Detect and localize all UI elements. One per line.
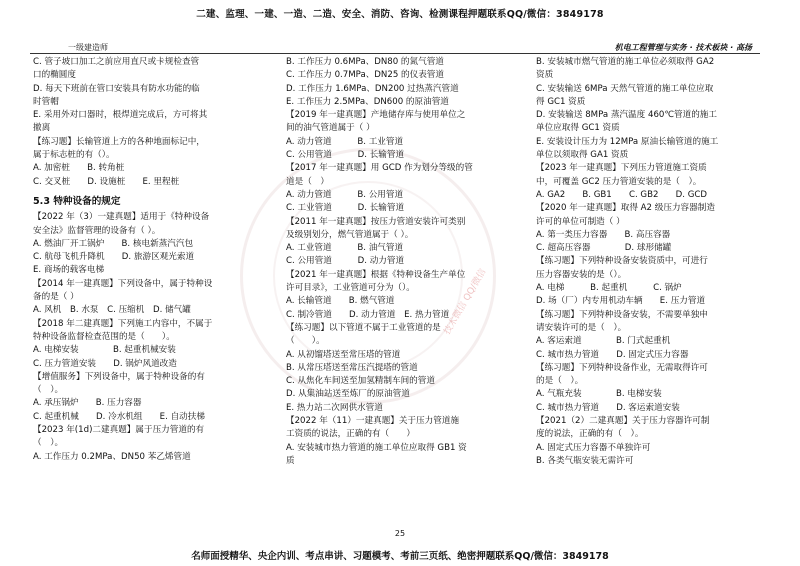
text-line: C. 城市热力管道 D. 固定式压力容器: [536, 349, 689, 360]
text-line: 【练习题】以下管道不属于工业管道的是: [286, 322, 441, 333]
text-line: E. 采用外对口器时，根焊道完成后，方可将其: [33, 110, 208, 121]
text-line: 及级别划分，燃气管道属于（ ）。: [286, 229, 414, 240]
text-line: A. 承压锅炉 B. 压力容器: [33, 398, 142, 409]
text-line: 质: [286, 455, 295, 466]
text-line: A. 从初馏塔送至常压塔的管道: [286, 349, 401, 360]
text-line: （ ）。: [33, 438, 64, 449]
page-number: 25: [394, 529, 406, 538]
top-banner: 二建、监理、一建、一造、二造、安全、消防、咨询、检测课程押题联系QQ/微信：3849178: [196, 9, 604, 20]
text-line: 【练习题】下列特种设备作业，无需取得许可: [536, 362, 708, 373]
text-line: 安全法》监督管理的设备有（ ）。: [33, 225, 161, 236]
text-line: 工资质的说法，正确的有（ ）: [286, 429, 415, 440]
text-line: 得 GC1 资质: [536, 96, 586, 107]
text-line: C. 城市热力管道 D. 客运索道安装: [536, 402, 680, 413]
text-line: C. 公用管道 D. 长输管道: [286, 150, 405, 161]
text-line: D. 场（厂）内专用机动车辆 E. 压力管道: [536, 296, 706, 307]
bottom-banner: 名师面授精华、央企内训、考点串讲、习题模考、考前三页纸、绝密押题联系QQ/微信：3849178: [191, 551, 609, 562]
text-line: E. 安装设计压力为 12MPa 原油长输管道的施工: [536, 136, 719, 147]
header-chapter-title: 机电工程管理与实务 · 技术板块 · 高扬: [614, 43, 752, 52]
text-line: E. 工作压力 2.5MPa、DN600 的原油管道: [286, 96, 449, 107]
text-line: 【练习题】下列特种设备安装，不需要单独申: [536, 309, 708, 320]
text-line: 属于标志桩的有（）。: [33, 150, 115, 161]
text-line: C. 管子坡口加工之前应用直尺或卡规检查管: [33, 57, 200, 67]
text-line: 【增值服务】下列设备中，属于特种设备的有: [33, 371, 205, 382]
text-line: C. 压力管道安装 D. 锅炉风道改造: [33, 358, 177, 369]
text-line: C. 交叉桩 D. 设施桩 E. 里程桩: [33, 176, 180, 187]
text-line: B. 安装城市燃气管道的施工单位必须取得 GA2: [536, 57, 715, 67]
text-line: 许可的单位可制造（ ）: [536, 216, 625, 227]
text-line: A. 动力管道 B. 公用管道: [286, 189, 404, 200]
text-line: 许可目录》，工业管道可分为（）。: [286, 283, 415, 294]
text-line: D. 每天下班前在管口安装具有防水功能的临: [33, 83, 200, 94]
text-line: （ ）。: [286, 336, 325, 347]
text-line: A. GA2 B. GB1 C. GB2 D. GCD: [536, 189, 707, 200]
text-line: D. 从集油站送至炼厂的原油管道: [286, 389, 410, 400]
text-line: 【2022 年（11）一建真题】关于压力管道施: [286, 416, 460, 427]
text-line: C. 制冷管道 D. 动力管道 E. 热力管道: [286, 309, 450, 320]
text-line: 请安装许可的是（ ）。: [536, 322, 627, 333]
text-line: C. 起重机械 D. 冷水机组 E. 自动扶梯: [33, 411, 205, 422]
text-line: A. 长输管道 B. 燃气管道: [286, 296, 395, 307]
text-line: 【2014 年一建真题】下列设备中，属于特种设: [33, 278, 213, 289]
text-line: A. 风机 B. 水泵 C. 压缩机 D. 储气罐: [33, 305, 191, 316]
text-line: A. 燃油厂开工锅炉 B. 核电新蒸汽汽包: [33, 238, 194, 249]
text-line: 特种设备监督检查范围的是（ ）。: [33, 331, 175, 342]
text-line: 【2011 年一建真题】按压力管道安装许可类别: [286, 216, 466, 227]
text-line: E. 商场的载客电梯: [33, 265, 105, 276]
text-line: 口的椭圆度: [33, 70, 76, 81]
text-line: B. 从常压塔送至常压汽提塔的管道: [286, 362, 418, 373]
text-line: 中，可覆盖 GC2 压力管道安装的是（ ）。: [536, 176, 702, 187]
section-heading: 5.3 特种设备的规定: [33, 195, 121, 207]
text-line: A. 气瓶充装 B. 电梯安装: [536, 389, 662, 400]
text-line: A. 动力管道 B. 工业管道: [286, 136, 404, 147]
text-line: 【2021 年一建真题】根据《特种设备生产单位: [286, 269, 466, 280]
text-line: C. 超高压容器 D. 球形储罐: [536, 243, 672, 254]
text-line: 【2023 年(1d)二建真题】属于压力管道的有: [33, 425, 205, 436]
text-line: A. 电梯安装 B. 起重机械安装: [33, 345, 176, 356]
text-line: C. 从焦化车间送至加氢精制车间的管道: [286, 376, 435, 387]
watermark-text: 技术微信 QQ/微信: [442, 267, 489, 337]
text-line: 【2017 年一建真题】用 GCD 作为划分等级的管: [286, 163, 473, 174]
text-line: C. 工业管道 D. 长输管道: [286, 203, 405, 214]
text-column-right: [536, 56, 784, 468]
text-line: C. 公用管道 D. 动力管道: [286, 256, 405, 267]
header-book-title: 一级建造师: [68, 43, 108, 52]
text-line: D. 工作压力 1.6MPa、DN200 过热蒸汽管道: [286, 83, 459, 94]
text-column-left: [33, 56, 281, 464]
header-divider: [30, 53, 760, 54]
text-line: 单位以须取得 GA1 资质: [536, 150, 629, 161]
text-line: 撤离: [33, 123, 51, 134]
text-line: A. 工业管道 B. 油气管道: [286, 243, 404, 254]
text-line: B. 工作压力 0.6MPa、DN80 的氮气管道: [286, 57, 444, 67]
text-line: 道是（ ）: [286, 176, 329, 187]
text-line: 【练习题】长输管道上方的各种地面标记中，: [33, 136, 205, 147]
text-line: 时管帽: [33, 96, 59, 107]
text-line: C. 航母飞机升降机 D. 旅游区观光索道: [33, 252, 195, 263]
text-line: 【2022 年（3）一建真题】适用于《特种设备: [33, 212, 210, 223]
text-line: 间的油气管道属于（ ）: [286, 123, 375, 134]
text-line: A. 工作压力 0.2MPa、DN50 苯乙烯管道: [33, 451, 191, 462]
text-line: A. 第一类压力容器 B. 高压容器: [536, 229, 671, 240]
text-line: A. 固定式压力容器不单独许可: [536, 442, 651, 453]
text-line: 资质: [536, 70, 554, 81]
text-line: 单位应取得 GC1 资质: [536, 123, 620, 134]
text-line: 【2020 年一建真题】取得 A2 级压力容器制造: [536, 203, 715, 214]
text-line: D. 安装输送 8MPa 蒸汽温度 460℃管道的施工: [536, 110, 717, 121]
text-line: E. 热力站二次网供水管道: [286, 402, 383, 413]
text-line: 【2023 年一建真题】下列压力管道施工资质: [536, 163, 707, 174]
text-line: 压力容器安装的是（）。: [536, 269, 627, 280]
text-column-middle: [286, 56, 534, 468]
text-line: 的是（ ）。: [536, 376, 584, 387]
text-line: B. 各类气瓶安装无需许可: [536, 455, 634, 466]
text-line: C. 安装输送 6MPa 天然气管道的施工单位应取: [536, 83, 714, 94]
text-line: 度的说法，正确的有（ ）。: [536, 429, 644, 440]
text-line: 【练习题】下列特种设备安装资质中，可进行: [536, 256, 708, 267]
text-line: 【2018 年二建真题】下列施工内容中，不属于: [33, 318, 213, 329]
text-line: A. 电梯 B. 起重机 C. 锅炉: [536, 283, 682, 294]
text-line: 【2019 年一建真题】产地储存库与使用单位之: [286, 110, 466, 121]
text-line: A. 加密桩 B. 转角桩: [33, 163, 125, 174]
text-line: 【2021（2）二建真题】关于压力容器许可制: [536, 416, 710, 427]
text-line: A. 客运索道 B. 门式起重机: [536, 336, 671, 347]
text-line: （ ）。: [33, 385, 64, 396]
text-line: A. 安装城市热力管道的施工单位应取得 GB1 资: [286, 442, 467, 453]
text-line: C. 工作压力 0.7MPa、DN25 的仪表管道: [286, 70, 444, 81]
text-line: 备的是（ ）: [33, 292, 79, 303]
